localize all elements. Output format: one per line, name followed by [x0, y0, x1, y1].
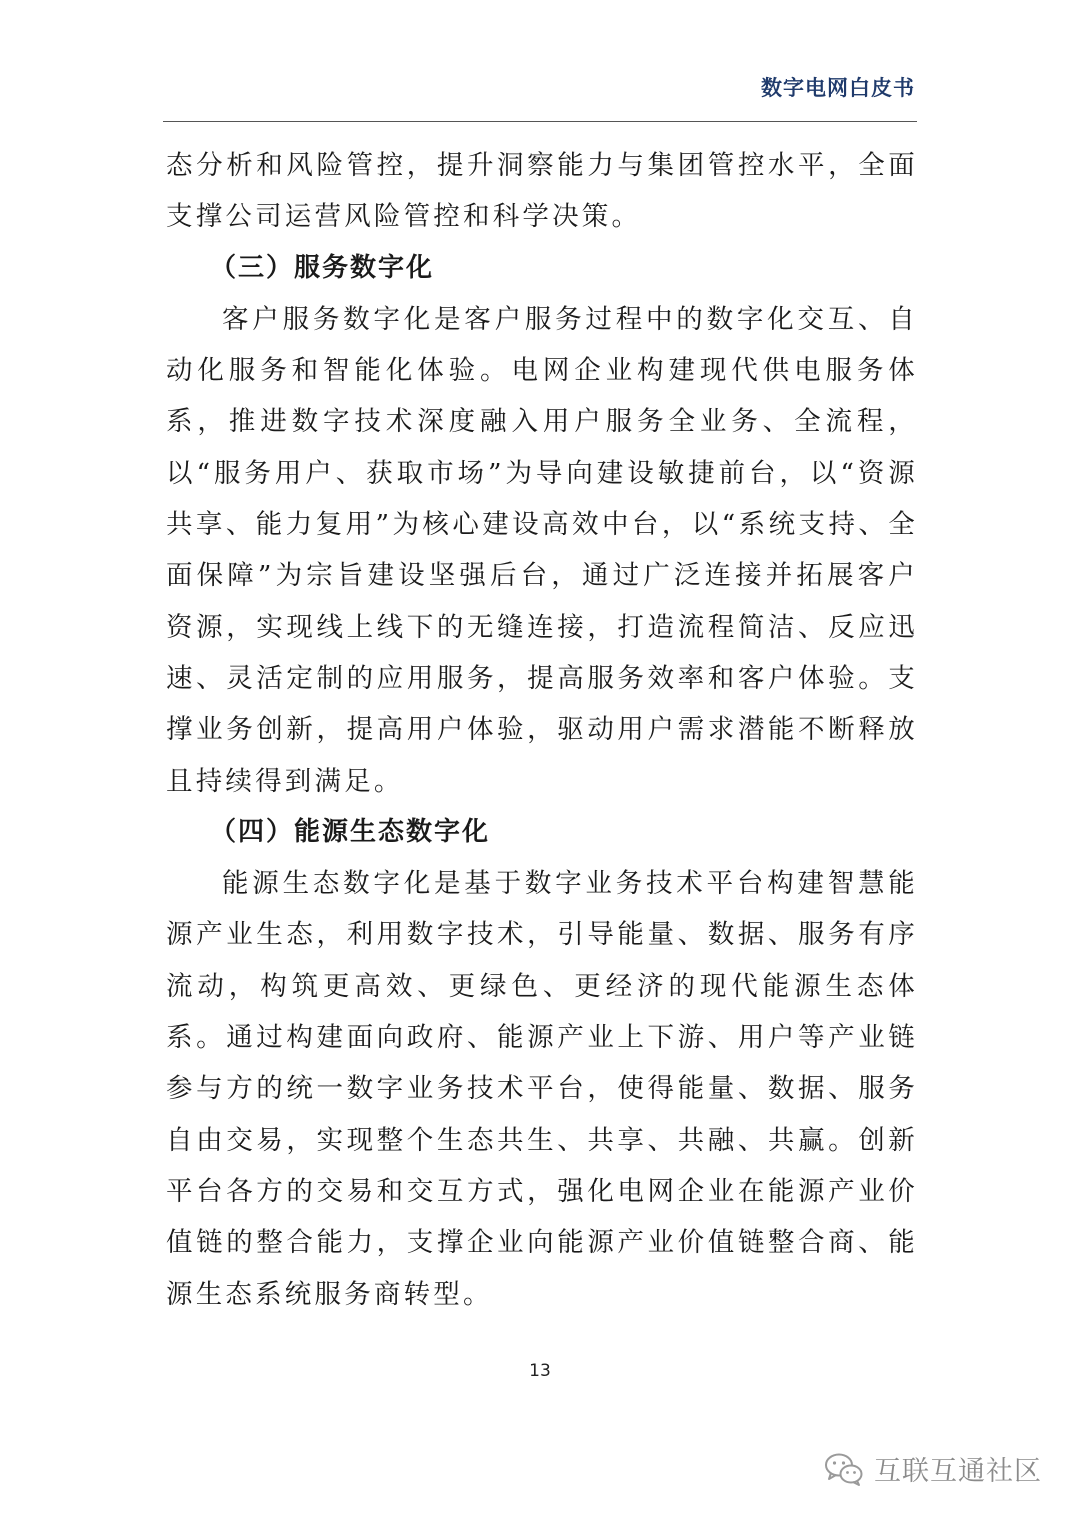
- header-divider: [163, 121, 917, 122]
- watermark-text: 互联互通社区: [874, 1456, 1042, 1487]
- paragraph-energy-ecosystem: 能源生态数字化是基于数字业务技术平台构建智慧能源产业生态，利用数字技术，引导能量、数据、服务有序流动，构筑更高效、更绿色、更经济的现代能源生态体系。通过构建面向政府、能源产业上下游、用户等产业链参与方的统一数字业务技术平台，使得能量、数据、服务自由交易，实现整个生态共生、共享、共融、共赢。创新平台各方的交易和交互方式，强化电网企业在能源产业价值链的整合能力，支撑企业向能源产业价值链整合商、能源生态系统服务商转型。: [166, 868, 918, 1310]
- watermark: [824, 1449, 1042, 1488]
- section-heading-services: （三）服务数字化: [210, 252, 435, 283]
- paragraph-continued: 态分析和风险管控，提升洞察能力与集团管控水平，全面支撑公司运营风险管控和科学决策。: [166, 150, 918, 233]
- section-heading-energy-ecosystem: （四）能源生态数字化: [210, 816, 491, 847]
- paragraph-services: 客户服务数字化是客户服务过程中的数字化交互、自动化服务和智能化体验。电网企业构建现代供电服务体系，推进数字技术深度融入用户服务全业务、全流程，以“服务用户、获取市场”为导向建设敏捷前台，以“资源共享、能力复用”为核心建设高效中台，以“系统支持、全面保障”为宗旨建设坚强后台，通过广泛连接并拓展客户资源，实现线上线下的无缝连接，打造流程简洁、反应迅速、灵活定制的应用服务，提高服务效率和客户体验。支撑业务创新，提高用户体验，驱动用户需求潜能不断释放且持续得到满足。: [166, 303, 918, 797]
- document-body: [166, 140, 918, 1320]
- page-number: 13: [529, 1361, 551, 1381]
- wechat-icon: [824, 1451, 864, 1487]
- header-title: 数字电网白皮书: [761, 76, 915, 100]
